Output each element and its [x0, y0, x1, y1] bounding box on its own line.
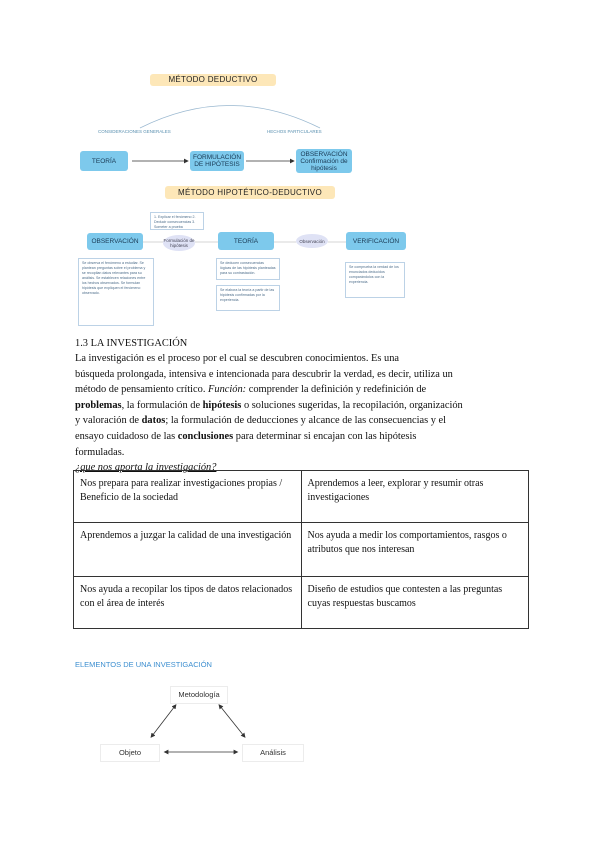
body-paragraph — [75, 351, 515, 476]
kw-hipotesis: hipótesis — [202, 399, 242, 411]
body-line-3: método de pensamiento crítico. Función: comprender la definición y redefinición de — [75, 384, 427, 396]
deductive-title: MÉTODO DEDUCTIVO — [150, 74, 276, 86]
box-observacion — [296, 149, 352, 173]
kw-conclusiones: conclusiones — [177, 430, 234, 442]
note-mid1: Se deducen consecuencias lógicas de las hipótesis planteadas para su contrastación. — [216, 258, 280, 280]
kw-datos: datos — [141, 415, 166, 427]
function-label: Función: — [208, 384, 247, 396]
box-teoria-label: TEORÍA — [91, 157, 117, 165]
table-cell: Nos prepara para realizar investigaciones propias / Beneficio de la sociedad — [74, 471, 302, 523]
kw-problemas: problemas — [75, 399, 122, 411]
oval-observacion: Observación — [296, 234, 328, 248]
label-particular: HECHOS PARTICULARES — [267, 129, 322, 134]
body-line-5: y valoración de datos; la formulación de deducciones y alcance de las consecuencias y el — [75, 415, 447, 427]
elements-title: ELEMENTOS DE UNA INVESTIGACIÓN — [75, 660, 212, 669]
hd-box-observacion-label: OBSERVACIÓN — [91, 238, 139, 245]
hd-connectors — [143, 236, 348, 248]
oval-formulacion: Formulación de hipótesis — [163, 235, 195, 251]
deductive-arrows — [128, 155, 298, 167]
table-cell: Aprendemos a juzgar la calidad de una investigación — [74, 523, 302, 577]
table-cell: Diseño de estudios que contesten a las preguntas cuyas respuestas buscamos — [301, 577, 529, 629]
deductive-arc — [130, 88, 330, 130]
hd-title: MÉTODO HIPOTÉTICO-DEDUCTIVO — [165, 186, 335, 199]
box-observacion-label: OBSERVACIÓN Confirmación de hipótesis — [300, 150, 348, 172]
table-row — [74, 471, 529, 523]
hd-box-teoria-label: TEORÍA — [233, 237, 259, 245]
body-line-6: ensayo cuidadoso de las conclusiones para determinar si encajan con las hipótesis — [75, 430, 417, 442]
body-line-7: formuladas. — [75, 446, 125, 458]
box-teoria — [80, 151, 128, 171]
table-row — [74, 577, 529, 629]
table-cell: Aprendemos a leer, explorar y resumir otras investigaciones — [301, 471, 529, 523]
table-cell: Nos ayuda a recopilar los tipos de datos relacionados con el área de interés — [74, 577, 302, 629]
question-heading: ¿que nos aporta la investigación? — [75, 462, 217, 474]
note-mid2: Se elabora la teoría a partir de las hipótesis confirmadas por la experiencia. — [216, 285, 280, 311]
body-line-2: búsqueda prolongada, intensiva e intencionada para descubrir la verdad, es decir, utiliza un — [75, 368, 453, 380]
body-line-1: La investigación es el proceso por el cual se descubren conocimientos. Es una — [75, 353, 400, 364]
hd-box-verificacion — [346, 232, 406, 250]
table-row — [74, 523, 529, 577]
elements-arrows — [140, 700, 260, 760]
node-metodologia: Metodología — [170, 686, 228, 704]
hd-box-verificacion-label: VERIFICACIÓN — [352, 237, 400, 245]
section-heading: 1.3 LA INVESTIGACIÓN — [75, 338, 188, 349]
note-top: 1. Explicar el fenómeno 2. Deducir consecuencias 3. Someter a prueba — [150, 212, 204, 230]
note-left: Se observa el fenómeno a estudiar. Se plantean preguntas sobre el problema y se recopilan datos relevantes para su análisis. Se establecen relaciones entre los hechos observados. Se formulan hipótesis que expliquen el fenómeno observado. — [78, 258, 154, 326]
node-objeto: Objeto — [100, 744, 160, 762]
benefits-table — [73, 470, 529, 629]
table-cell: Nos ayuda a medir los comportamientos, rasgos o atributos que nos interesan — [301, 523, 529, 577]
note-right: Se comprueba la verdad de los enunciados deducidos comparándolos con la experiencia. — [345, 262, 405, 298]
body-line-4: problemas, la formulación de hipótesis o soluciones sugeridas, la recopilación, organización — [75, 399, 463, 411]
box-formulacion-label: FORMULACIÓN DE HIPÓTESIS — [192, 154, 242, 168]
hd-box-observacion — [87, 233, 143, 250]
node-analisis: Análisis — [242, 744, 304, 762]
label-general: CONSIDERACIONES GENERALES — [98, 129, 171, 134]
